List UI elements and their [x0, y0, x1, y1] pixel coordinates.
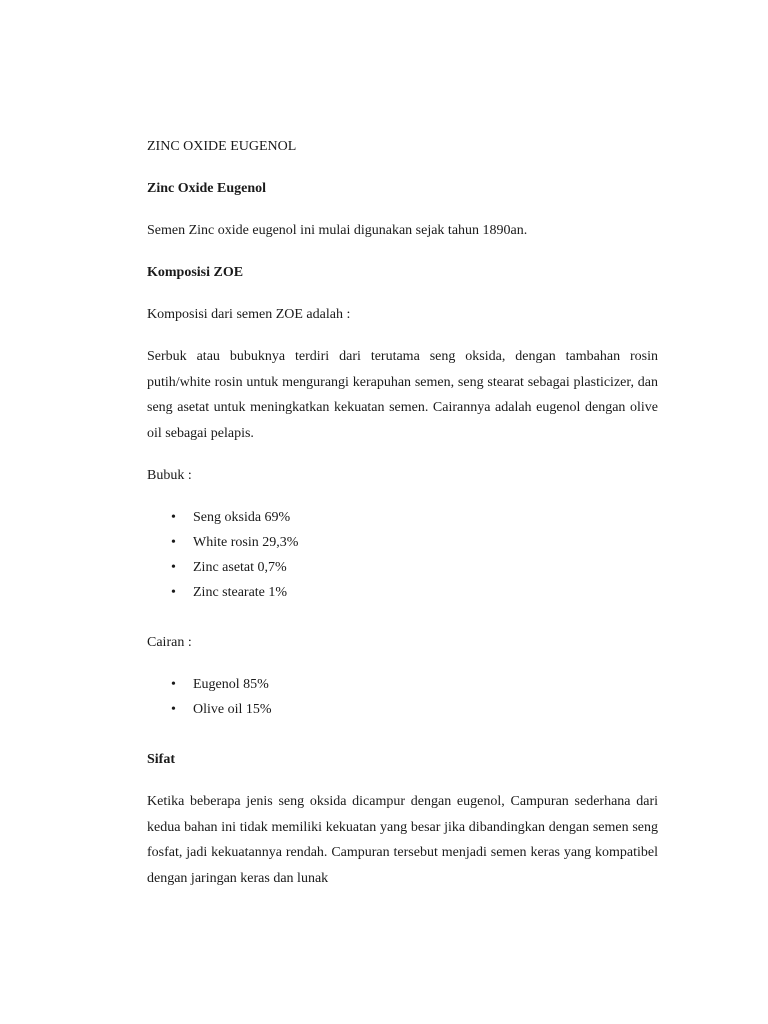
heading-properties: Sifat: [147, 752, 175, 767]
list-item: [147, 676, 658, 701]
liquid-label: Cairan :: [147, 635, 192, 650]
list-item-text: Zinc asetat 0,7%: [193, 560, 287, 575]
powder-label: Bubuk :: [147, 468, 192, 483]
document-title: ZINC OXIDE EUGENOL: [147, 139, 297, 154]
list-item: [147, 559, 658, 584]
list-item-text: White rosin 29,3%: [193, 535, 299, 550]
bullet-icon: •: [171, 535, 176, 550]
composition-intro: Komposisi dari semen ZOE adalah :: [147, 307, 351, 322]
list-item-text: Olive oil 15%: [193, 702, 272, 717]
intro-paragraph: Semen Zinc oxide eugenol ini mulai digunakan sejak tahun 1890an.: [147, 223, 528, 238]
liquid-list: [147, 676, 658, 726]
list-item-text: Zinc stearate 1%: [193, 585, 288, 600]
document-page: [147, 138, 658, 912]
list-item: [147, 584, 658, 609]
list-item-text: Eugenol 85%: [193, 677, 269, 692]
list-item: [147, 509, 658, 534]
heading-composition: Komposisi ZOE: [147, 265, 244, 280]
heading-main: Zinc Oxide Eugenol: [147, 181, 267, 196]
bullet-icon: •: [171, 510, 176, 525]
bullet-icon: •: [171, 702, 176, 717]
powder-list: [147, 509, 658, 609]
list-item: [147, 701, 658, 726]
properties-description: Ketika beberapa jenis seng oksida dicampur dengan eugenol, Campuran sederhana dari kedua bahan ini tidak memiliki kekuatan yang besar jika dibandingkan dengan semen seng fosfat, jadi kekuatannya rendah. Campuran tersebut menjadi semen keras yang kompatibel dengan jaringan keras dan lunak: [147, 794, 658, 886]
bullet-icon: •: [171, 585, 176, 600]
list-item-text: Seng oksida 69%: [193, 510, 291, 525]
composition-description: Serbuk atau bubuknya terdiri dari terutama seng oksida, dengan tambahan rosin putih/white rosin untuk mengurangi kerapuhan semen, seng stearat sebagai plasticizer, dan seng asetat untuk meningkatkan kekuatan semen. Cairannya adalah eugenol dengan olive oil sebagai pelapis.: [147, 349, 658, 441]
bullet-icon: •: [171, 560, 176, 575]
bullet-icon: •: [171, 677, 176, 692]
list-item: [147, 534, 658, 559]
